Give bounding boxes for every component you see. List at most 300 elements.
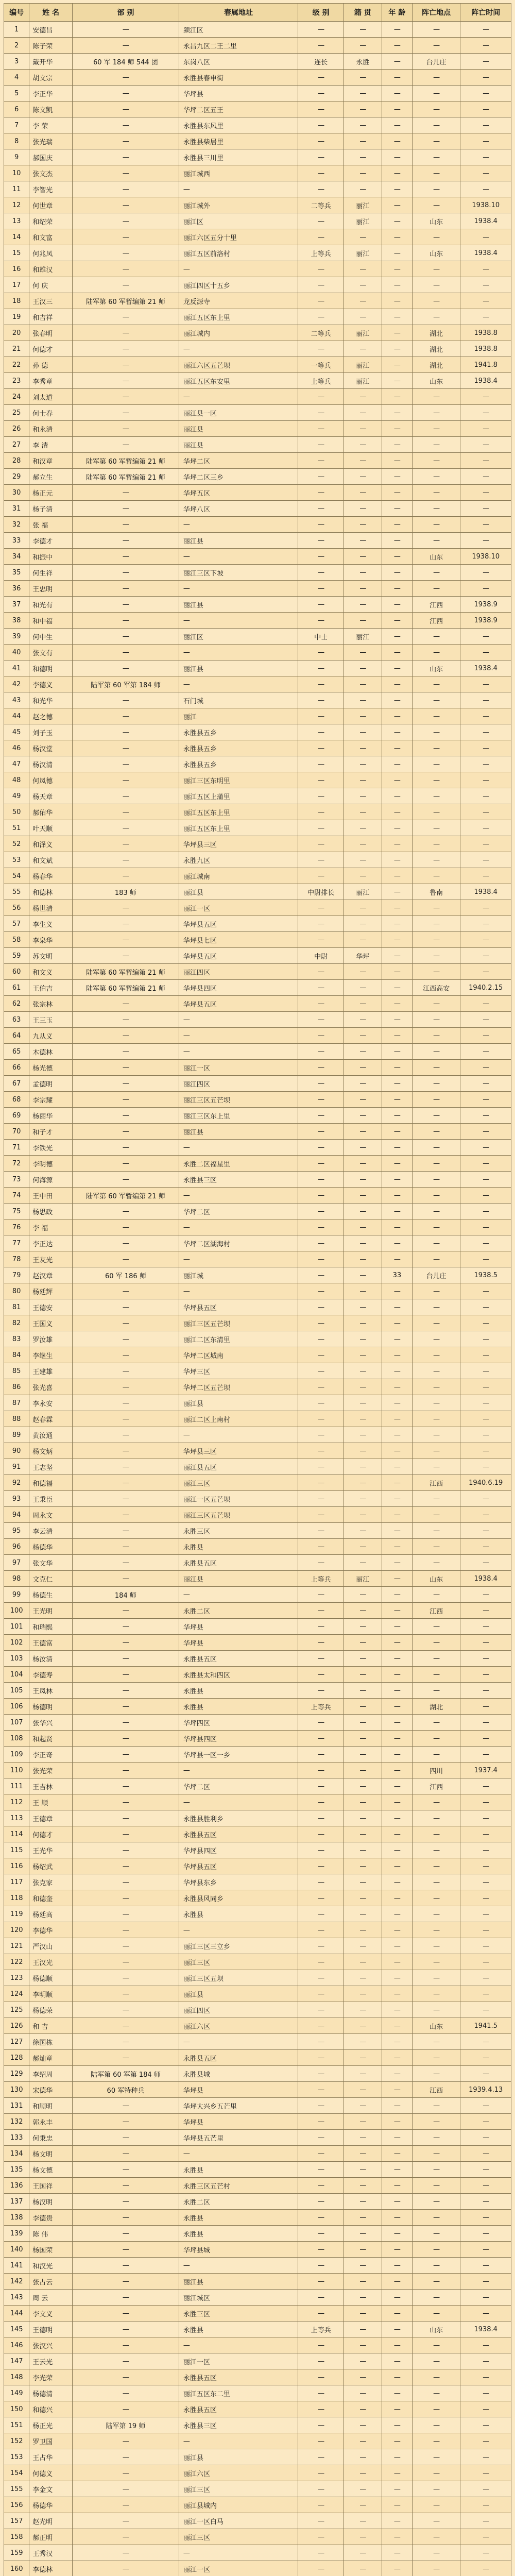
- table-row: [4, 533, 511, 549]
- cell-hometown: —: [344, 1555, 382, 1571]
- cell-death-date: —: [460, 2210, 511, 2226]
- table-row: [4, 2018, 511, 2034]
- cell-rank: —: [298, 1044, 344, 1060]
- cell-name: 赵春霖: [29, 1411, 73, 1427]
- cell-hometown: —: [344, 1108, 382, 1124]
- cell-age: —: [382, 1906, 412, 1922]
- cell-death-date: —: [460, 421, 511, 437]
- cell-age: —: [382, 54, 412, 70]
- table-row: [4, 692, 511, 708]
- cell-death-date: —: [460, 2226, 511, 2242]
- cell-name: 王国义: [29, 1315, 73, 1331]
- cell-address: 丽江县: [179, 2449, 298, 2465]
- cell-name: 杨德清: [29, 2385, 73, 2401]
- cell-age: —: [382, 2433, 412, 2449]
- table-row: [4, 756, 511, 772]
- cell-unit: 60 军 184 师 544 团: [72, 54, 179, 70]
- cell-address: 丽江五区上蒲里: [179, 788, 298, 804]
- table-row: [4, 2114, 511, 2130]
- table-row: [4, 1379, 511, 1395]
- cell-number: 7: [4, 117, 29, 133]
- cell-number: 83: [4, 1331, 29, 1347]
- cell-rank: —: [298, 1970, 344, 1986]
- cell-age: —: [382, 2098, 412, 2114]
- cell-name: 张光瑞: [29, 133, 73, 149]
- cell-number: 56: [4, 900, 29, 916]
- column-header-number: 编号: [4, 4, 29, 22]
- cell-unit: —: [72, 1571, 179, 1587]
- cell-death-date: —: [460, 517, 511, 533]
- cell-death-place: —: [412, 2513, 460, 2529]
- cell-address: 丽江三区五芒坝: [179, 1092, 298, 1108]
- cell-number: 43: [4, 692, 29, 708]
- cell-age: —: [382, 2274, 412, 2290]
- cell-name: 李明德: [29, 1156, 73, 1172]
- cell-hometown: —: [344, 2417, 382, 2433]
- cell-number: 148: [4, 2369, 29, 2385]
- cell-address: 永胜二区福星里: [179, 1156, 298, 1172]
- cell-number: 64: [4, 1028, 29, 1044]
- cell-address: 丽江县: [179, 1395, 298, 1411]
- cell-unit: —: [72, 2481, 179, 2497]
- cell-unit: —: [72, 1443, 179, 1459]
- cell-age: —: [382, 86, 412, 101]
- table-row: [4, 1539, 511, 1555]
- cell-death-date: —: [460, 1443, 511, 1459]
- cell-age: 33: [382, 1267, 412, 1283]
- cell-age: —: [382, 309, 412, 325]
- cell-address: 丽江三区下坡: [179, 565, 298, 581]
- cell-address: 永胜县五区: [179, 2369, 298, 2385]
- cell-death-place: —: [412, 197, 460, 213]
- cell-rank: —: [298, 421, 344, 437]
- cell-rank: —: [298, 2369, 344, 2385]
- cell-address: 丽江六区: [179, 2465, 298, 2481]
- cell-death-place: —: [412, 1076, 460, 1092]
- cell-death-date: —: [460, 405, 511, 421]
- cell-name: 孙 德: [29, 357, 73, 373]
- cell-rank: 中尉排长: [298, 884, 344, 900]
- cell-hometown: —: [344, 261, 382, 277]
- cell-hometown: —: [344, 101, 382, 117]
- table-row: [4, 2369, 511, 2385]
- cell-death-date: —: [460, 38, 511, 54]
- cell-hometown: —: [344, 1475, 382, 1491]
- cell-death-date: —: [460, 2385, 511, 2401]
- table-row: [4, 38, 511, 54]
- cell-address: —: [179, 1251, 298, 1267]
- cell-name: 杨德华: [29, 1539, 73, 1555]
- cell-death-date: —: [460, 804, 511, 820]
- cell-death-place: —: [412, 1747, 460, 1762]
- cell-death-place: —: [412, 565, 460, 581]
- cell-rank: —: [298, 2226, 344, 2242]
- cell-death-place: —: [412, 1012, 460, 1028]
- cell-address: 永胜县五乡: [179, 724, 298, 740]
- cell-name: 郝立生: [29, 469, 73, 485]
- cell-hometown: —: [344, 229, 382, 245]
- cell-death-place: 台儿庄: [412, 54, 460, 70]
- cell-death-date: —: [460, 1124, 511, 1140]
- cell-hometown: —: [344, 309, 382, 325]
- cell-hometown: 丽江: [344, 1571, 382, 1587]
- table-row: [4, 101, 511, 117]
- cell-address: 华坪三区: [179, 1363, 298, 1379]
- cell-unit: —: [72, 2258, 179, 2274]
- cell-rank: —: [298, 932, 344, 948]
- table-row: [4, 1443, 511, 1459]
- cell-death-date: —: [460, 1635, 511, 1651]
- cell-unit: —: [72, 1842, 179, 1858]
- cell-name: 李 荣: [29, 117, 73, 133]
- cell-death-place: —: [412, 1635, 460, 1651]
- cell-rank: —: [298, 756, 344, 772]
- cell-hometown: —: [344, 2337, 382, 2353]
- cell-death-date: 1938.4: [460, 660, 511, 676]
- cell-unit: —: [72, 1491, 179, 1507]
- cell-address: —: [179, 517, 298, 533]
- cell-age: —: [382, 884, 412, 900]
- cell-rank: —: [298, 341, 344, 357]
- cell-unit: —: [72, 1890, 179, 1906]
- cell-name: 杨世清: [29, 900, 73, 916]
- cell-age: —: [382, 645, 412, 660]
- table-row: [4, 597, 511, 613]
- cell-death-date: —: [460, 1507, 511, 1523]
- cell-name: 王伯吉: [29, 980, 73, 996]
- cell-death-place: —: [412, 1395, 460, 1411]
- cell-number: 137: [4, 2194, 29, 2210]
- cell-name: 王中田: [29, 1188, 73, 1204]
- cell-death-date: —: [460, 772, 511, 788]
- cell-rank: —: [298, 2337, 344, 2353]
- cell-address: —: [179, 1044, 298, 1060]
- cell-hometown: —: [344, 2306, 382, 2321]
- cell-unit: —: [72, 1363, 179, 1379]
- cell-age: —: [382, 2162, 412, 2178]
- cell-address: 丽江区: [179, 629, 298, 645]
- cell-hometown: —: [344, 86, 382, 101]
- cell-unit: —: [72, 2513, 179, 2529]
- table-row: [4, 2194, 511, 2210]
- cell-death-place: —: [412, 469, 460, 485]
- cell-death-place: 湖北: [412, 341, 460, 357]
- table-row: [4, 1651, 511, 1667]
- cell-death-date: —: [460, 1283, 511, 1299]
- cell-unit: —: [72, 1699, 179, 1715]
- table-row: [4, 1411, 511, 1427]
- table-row: [4, 1028, 511, 1044]
- cell-death-date: —: [460, 1108, 511, 1124]
- cell-address: 永胜九区: [179, 852, 298, 868]
- cell-hometown: 永胜: [344, 54, 382, 70]
- table-row: [4, 1363, 511, 1379]
- cell-age: —: [382, 453, 412, 469]
- table-row: [4, 2162, 511, 2178]
- cell-address: 丽江四区: [179, 2002, 298, 2018]
- cell-name: 周永文: [29, 1507, 73, 1523]
- cell-rank: —: [298, 1299, 344, 1315]
- cell-death-place: —: [412, 996, 460, 1012]
- cell-death-place: —: [412, 1108, 460, 1124]
- cell-number: 20: [4, 325, 29, 341]
- cell-death-place: —: [412, 1858, 460, 1874]
- cell-age: —: [382, 2146, 412, 2162]
- cell-rank: —: [298, 2002, 344, 2018]
- column-header-rank: 级 别: [298, 4, 344, 22]
- cell-rank: —: [298, 2162, 344, 2178]
- cell-death-place: —: [412, 1922, 460, 1938]
- cell-name: 罗汝雄: [29, 1331, 73, 1347]
- cell-death-date: —: [460, 1379, 511, 1395]
- cell-name: 和汉光: [29, 2258, 73, 2274]
- column-header-address: 春属地址: [179, 4, 298, 22]
- column-header-death-date: 阵亡时间: [460, 4, 511, 22]
- cell-age: —: [382, 2082, 412, 2098]
- cell-address: 永胜县太和四区: [179, 1667, 298, 1683]
- cell-rank: —: [298, 149, 344, 165]
- table-row: [4, 629, 511, 645]
- cell-rank: —: [298, 1363, 344, 1379]
- cell-death-date: —: [460, 1315, 511, 1331]
- cell-hometown: —: [344, 2258, 382, 2274]
- cell-hometown: —: [344, 38, 382, 54]
- cell-death-place: —: [412, 788, 460, 804]
- cell-name: 李德才: [29, 533, 73, 549]
- cell-number: 74: [4, 1188, 29, 1204]
- cell-address: 华坪县: [179, 1619, 298, 1635]
- cell-age: —: [382, 1028, 412, 1044]
- cell-death-place: —: [412, 70, 460, 86]
- cell-number: 42: [4, 676, 29, 692]
- cell-rank: —: [298, 1331, 344, 1347]
- cell-address: 丽江一区五芒坝: [179, 1491, 298, 1507]
- cell-unit: 陆军第 60 军暂编第 21 师: [72, 453, 179, 469]
- cell-death-date: —: [460, 1842, 511, 1858]
- cell-unit: —: [72, 1028, 179, 1044]
- cell-address: 丽江四区: [179, 964, 298, 980]
- cell-age: —: [382, 2002, 412, 2018]
- table-row: [4, 1140, 511, 1156]
- cell-address: 华坪县五区: [179, 948, 298, 964]
- cell-death-date: —: [460, 1986, 511, 2002]
- cell-age: —: [382, 2242, 412, 2258]
- cell-number: 17: [4, 277, 29, 293]
- cell-address: 丽江五区东二里: [179, 2385, 298, 2401]
- cell-address: 华坪县: [179, 2082, 298, 2098]
- cell-number: 18: [4, 293, 29, 309]
- cell-hometown: —: [344, 2050, 382, 2066]
- cell-unit: —: [72, 2130, 179, 2146]
- cell-name: 李云清: [29, 1523, 73, 1539]
- cell-death-date: —: [460, 948, 511, 964]
- cell-unit: —: [72, 581, 179, 597]
- cell-rank: —: [298, 1283, 344, 1299]
- cell-unit: —: [72, 2545, 179, 2561]
- cell-death-date: —: [460, 70, 511, 86]
- cell-rank: —: [298, 2513, 344, 2529]
- cell-age: —: [382, 2353, 412, 2369]
- cell-address: 华坪县五区: [179, 916, 298, 932]
- cell-number: 153: [4, 2449, 29, 2465]
- table-row: [4, 1491, 511, 1507]
- cell-age: —: [382, 1826, 412, 1842]
- cell-unit: —: [72, 724, 179, 740]
- cell-death-place: —: [412, 916, 460, 932]
- cell-name: 赵汉章: [29, 1267, 73, 1283]
- cell-unit: —: [72, 1411, 179, 1427]
- cell-hometown: —: [344, 788, 382, 804]
- cell-address: 永胜县胜利乡: [179, 1810, 298, 1826]
- cell-name: 安德昌: [29, 22, 73, 38]
- cell-rank: —: [298, 1762, 344, 1778]
- cell-death-date: —: [460, 1890, 511, 1906]
- cell-hometown: —: [344, 389, 382, 405]
- cell-death-place: —: [412, 2258, 460, 2274]
- cell-rank: —: [298, 2130, 344, 2146]
- cell-address: 丽江城内: [179, 325, 298, 341]
- table-row: [4, 325, 511, 341]
- cell-number: 131: [4, 2098, 29, 2114]
- cell-death-date: —: [460, 740, 511, 756]
- cell-rank: —: [298, 2082, 344, 2098]
- cell-age: —: [382, 772, 412, 788]
- cell-address: 华坪县五区: [179, 996, 298, 1012]
- cell-hometown: —: [344, 165, 382, 181]
- cell-address: 丽江二区东清里: [179, 1331, 298, 1347]
- cell-address: 丽江三区五芒坝: [179, 1315, 298, 1331]
- cell-name: 和文富: [29, 229, 73, 245]
- cell-number: 100: [4, 1603, 29, 1619]
- cell-address: 丽江城: [179, 1267, 298, 1283]
- cell-age: —: [382, 2417, 412, 2433]
- cell-death-date: —: [460, 437, 511, 453]
- cell-unit: —: [72, 1235, 179, 1251]
- cell-address: —: [179, 2433, 298, 2449]
- cell-unit: —: [72, 1299, 179, 1315]
- cell-age: —: [382, 2226, 412, 2242]
- cell-rank: —: [298, 38, 344, 54]
- cell-address: —: [179, 1012, 298, 1028]
- cell-hometown: —: [344, 772, 382, 788]
- cell-rank: —: [298, 1731, 344, 1747]
- cell-age: —: [382, 916, 412, 932]
- cell-age: —: [382, 1219, 412, 1235]
- cell-rank: —: [298, 1922, 344, 1938]
- cell-rank: —: [298, 2274, 344, 2290]
- cell-hometown: —: [344, 1028, 382, 1044]
- cell-death-place: —: [412, 1219, 460, 1235]
- cell-rank: —: [298, 2306, 344, 2321]
- column-header-age: 年 龄: [382, 4, 412, 22]
- cell-address: 永胜县东风里: [179, 117, 298, 133]
- cell-death-place: —: [412, 1715, 460, 1731]
- cell-name: 徐国栋: [29, 2034, 73, 2050]
- cell-address: 华坪县七区: [179, 932, 298, 948]
- cell-number: 152: [4, 2433, 29, 2449]
- cell-rank: —: [298, 1683, 344, 1699]
- cell-number: 84: [4, 1347, 29, 1363]
- cell-death-date: —: [460, 453, 511, 469]
- cell-death-date: —: [460, 1922, 511, 1938]
- cell-unit: —: [72, 1778, 179, 1794]
- cell-address: 丽江县: [179, 1571, 298, 1587]
- cell-death-date: 1937.4: [460, 1762, 511, 1778]
- cell-hometown: —: [344, 1012, 382, 1028]
- cell-rank: —: [298, 1395, 344, 1411]
- cell-rank: —: [298, 1459, 344, 1475]
- table-row: [4, 1507, 511, 1523]
- cell-death-date: —: [460, 996, 511, 1012]
- cell-hometown: —: [344, 485, 382, 501]
- cell-number: 130: [4, 2082, 29, 2098]
- cell-name: 李泉华: [29, 932, 73, 948]
- cell-number: 92: [4, 1475, 29, 1491]
- cell-hometown: —: [344, 692, 382, 708]
- cell-rank: —: [298, 2401, 344, 2417]
- cell-unit: —: [72, 22, 179, 38]
- table-row: [4, 2545, 511, 2561]
- cell-death-place: —: [412, 261, 460, 277]
- cell-death-place: —: [412, 1331, 460, 1347]
- cell-name: 李智光: [29, 181, 73, 197]
- cell-name: 张文华: [29, 1555, 73, 1571]
- cell-unit: —: [72, 1475, 179, 1491]
- cell-hometown: 丽江: [344, 373, 382, 389]
- cell-name: 何生祥: [29, 565, 73, 581]
- cell-address: 永胜县五乡: [179, 740, 298, 756]
- cell-name: 王忠明: [29, 581, 73, 597]
- cell-death-place: —: [412, 1938, 460, 1954]
- cell-number: 28: [4, 453, 29, 469]
- cell-hometown: —: [344, 1204, 382, 1219]
- cell-name: 李德义: [29, 676, 73, 692]
- cell-number: 125: [4, 2002, 29, 2018]
- cell-death-date: —: [460, 485, 511, 501]
- cell-number: 66: [4, 1060, 29, 1076]
- cell-number: 3: [4, 54, 29, 70]
- cell-rank: —: [298, 2561, 344, 2576]
- cell-address: 丽江县五区: [179, 1459, 298, 1475]
- table-row: [4, 2098, 511, 2114]
- cell-death-date: —: [460, 54, 511, 70]
- cell-death-date: —: [460, 1411, 511, 1427]
- cell-hometown: 丽江: [344, 213, 382, 229]
- cell-number: 140: [4, 2242, 29, 2258]
- cell-rank: —: [298, 389, 344, 405]
- cell-death-place: —: [412, 932, 460, 948]
- cell-unit: —: [72, 1251, 179, 1267]
- cell-unit: —: [72, 852, 179, 868]
- cell-address: 永胜县春申街: [179, 70, 298, 86]
- cell-number: 122: [4, 1954, 29, 1970]
- cell-name: 王云光: [29, 2353, 73, 2369]
- cell-age: —: [382, 1571, 412, 1587]
- table-row: [4, 1283, 511, 1299]
- cell-age: —: [382, 421, 412, 437]
- cell-death-place: —: [412, 2066, 460, 2082]
- cell-name: 和德奎: [29, 1890, 73, 1906]
- cell-death-date: —: [460, 724, 511, 740]
- cell-rank: —: [298, 1060, 344, 1076]
- cell-death-date: —: [460, 1012, 511, 1028]
- cell-address: 永胜县: [179, 2162, 298, 2178]
- cell-name: 王志坚: [29, 1459, 73, 1475]
- cell-name: 郝国庆: [29, 149, 73, 165]
- table-row: [4, 852, 511, 868]
- cell-death-date: —: [460, 1172, 511, 1188]
- cell-death-place: —: [412, 101, 460, 117]
